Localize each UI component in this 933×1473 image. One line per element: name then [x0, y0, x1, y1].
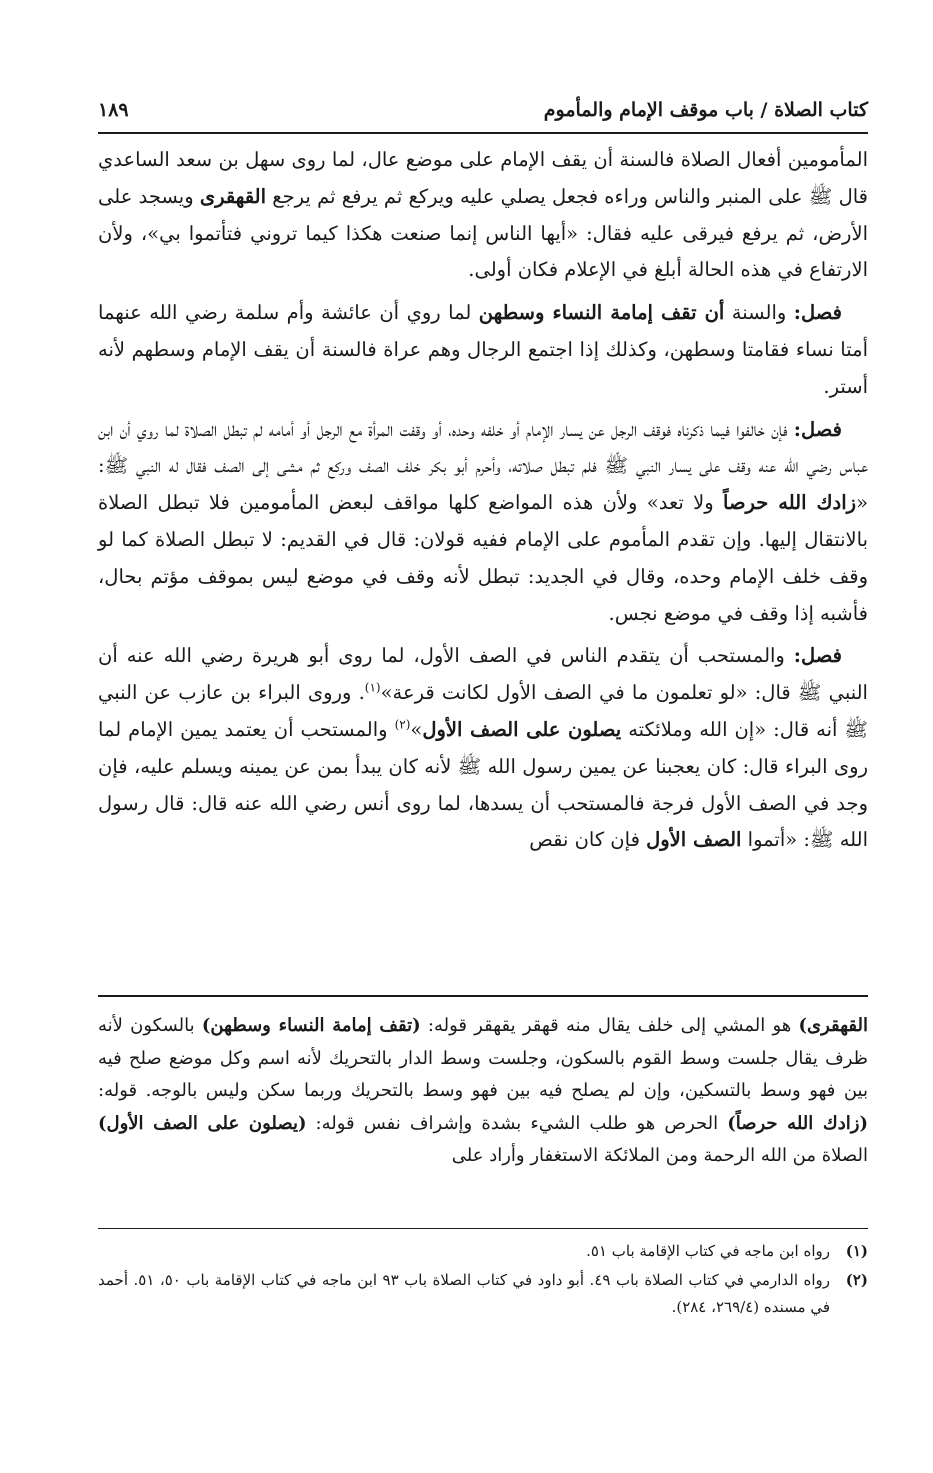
footnote-1	[98, 1238, 868, 1265]
paragraph-3: فصل: فإن خالفوا فيما ذكرناه فوقف الرجل عن يسار الإمام أو خلفه وحده، أو وقفت المرأة مع الرجل أو أمامه لم تبطل الصلاة لما روي أن ابن عباس رضي الله عنه وقف على يسار النبي ﷺ فلم تبطل صلاته، وأحرم أبو بكر خلف الصف وركع ثم مشى إلى الصف فقال له النبي ﷺ: «زادك الله حرصاً ولا تعد» ولأن هذه المواضع كلها مواقف لبعض المأمومين فلا تبطل الصلاة بالانتقال إليها. وإن تقدم المأموم على الإمام ففيه قولان: قال في القديم: لا تبطل الصلاة كما لو وقف خلف الإمام وحده، وقال في الجديد: تبطل لأنه وقف في موضع ليس بموقف مؤتم بحال، فأشبه إذا وقف في موضع نجس.	[98, 417, 868, 625]
footnote-number: (٢)	[845, 1271, 868, 1289]
footnotes	[98, 1238, 868, 1323]
paragraph-2: فصل: والسنة أن تقف إمامة النساء وسطهن لما روي أن عائشة وأم سلمة رضي الله عنهما أمتا نساء فقامتا وسطهن، وكذلك إذا اجتمع الرجال وهم عراة فالسنة أن يقف الإمام وسطهم لأنه أستر.	[98, 301, 868, 398]
running-head: كتاب الصلاة / باب موقف الإمام والمأموم	[543, 99, 868, 121]
page-number: ١٨٩	[98, 99, 129, 121]
footnote-ref-1[interactable]: (١)	[364, 680, 381, 695]
paragraph-1: المأمومين أفعال الصلاة فالسنة أن يقف الإمام على موضع عال، لما روى سهل بن سعد الساعدي قال ﷺ على المنبر والناس وراءه فجعل يصلي عليه ويركع ثم يرفع ثم يرجع القهقرى ويسجد على الأرض، ثم يرفع فيرقى عليه فقال: «أيها الناس إنما صنعت هكذا كيما تروني فتأتموا بي»، ولأن الارتفاع في هذه الحالة أبلغ في الإعلام فكان أولى.	[98, 148, 868, 282]
page-header	[98, 92, 868, 128]
paragraph-4: فصل: والمستحب أن يتقدم الناس في الصف الأول، لما روى أبو هريرة رضي الله عنه أن النبي ﷺ قال: «لو تعلمون ما في الصف الأول لكانت قرعة»$^{(١)}$. وروى البراء بن عازب عن النبي ﷺ أنه قال: «إن الله وملائكته يصلون على الصف الأول»$^{(٢)}$ والمستحب أن يعتمد يمين الإمام لما روى البراء قال: كان يعجبنا عن يمين رسول الله ﷺ لأنه كان يبدأ بمن عن يمينه ويسلم عليه، فإن وجد في الصف الأول فرجة فالمستحب أن يسدها، لما روى أنس رضي الله عنه قال: قال رسول الله ﷺ: «أتموا الصف الأول فإن كان نقص	[98, 644, 868, 852]
commentary-notes: القهقرى) هو المشي إلى خلف يقال منه قهقر يقهقر قوله: (تقف إمامة النساء وسطهن) بالسكون لأنه ظرف يقال جلست وسط القوم بالسكون، وجلست وسط الدار بالتحريك لأنه اسم وكل موضع صلح فيه بين فهو وسط بالتسكين، وإن لم يصلح فيه بين فهو وسط بالتحريك وربما سكن وليس بالوجه. قوله: (زادك الله حرصاً) الحرص هو طلب الشيء بشدة وإشراف نفس قوله: (يصلون على الصف الأول) الصلاة من الله الرحمة ومن الملائكة الاستغفار وأراد على	[98, 1015, 868, 1166]
main-text	[98, 142, 868, 865]
footnote-text: رواه الدارمي في كتاب الصلاة باب ٤٩. أبو داود في كتاب الصلاة باب ٩٣ ابن ماجه في كتاب الإقامة باب ٥٠، ٥١. أحمد في مسنده (٢٦٩/٤، ٢٨٤).	[98, 1271, 831, 1316]
footnote-2	[98, 1267, 868, 1321]
footnotes-rule	[98, 1228, 868, 1229]
footnote-number: (١)	[845, 1242, 868, 1260]
footnote-text: رواه ابن ماجه في كتاب الإقامة باب ٥١.	[586, 1242, 830, 1260]
header-rule	[98, 132, 868, 134]
footnote-ref-2[interactable]: (٢)	[394, 717, 411, 732]
notes-rule	[98, 995, 868, 997]
